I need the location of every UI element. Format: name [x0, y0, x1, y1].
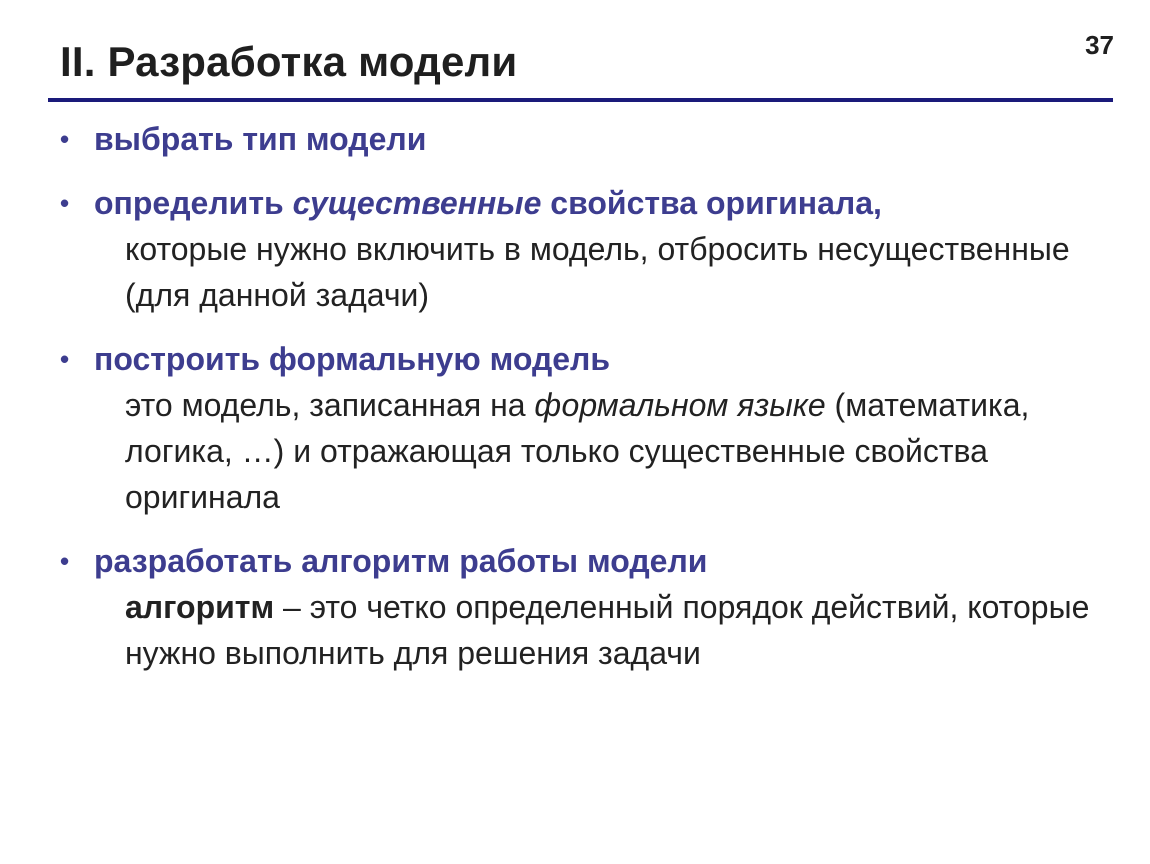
slide-title: II. Разработка модели: [60, 38, 518, 85]
title-divider: [48, 98, 1113, 102]
bullet-heading-row: [60, 116, 1110, 162]
bullet-description: [125, 584, 1110, 676]
description-italic-term: формальном языке: [534, 387, 826, 423]
bullet-list: [60, 116, 1110, 694]
bullet-heading: разработать алгоритм работы модели: [94, 543, 708, 579]
page-number: 37: [1085, 30, 1114, 60]
bullet-heading: [94, 180, 882, 226]
bullet-heading-row: [60, 336, 1110, 382]
description-bold-term: алгоритм: [125, 589, 275, 625]
bullet-description: [125, 382, 1110, 520]
bullet-item-develop-algorithm: [60, 538, 1110, 676]
bullet-heading-row: [60, 538, 1110, 584]
bullet-marker: •: [60, 546, 70, 576]
bullet-marker: •: [60, 188, 70, 218]
bullet-item-choose-model-type: [60, 116, 1110, 162]
description-part: (математика, логика, …) и отражающая только существенные свойства оригинала: [125, 387, 1030, 515]
heading-part: свойства оригинала,: [541, 185, 882, 221]
bullet-heading: выбрать тип модели: [94, 121, 427, 157]
bullet-item-define-properties: [60, 180, 1110, 318]
heading-italic-term: существенные: [292, 185, 542, 221]
bullet-heading-row: [60, 180, 1110, 226]
heading-part: определить: [94, 185, 293, 221]
bullet-marker: •: [60, 124, 70, 154]
description-part: это модель, записанная на: [125, 387, 535, 423]
description-part: – это четко определенный порядок действий, которые нужно выполнить для решения задачи: [125, 589, 1090, 671]
bullet-heading: построить формальную модель: [94, 341, 611, 377]
bullet-item-build-formal-model: [60, 336, 1110, 520]
bullet-marker: •: [60, 344, 70, 374]
bullet-description: которые нужно включить в модель, отбросить несущественные (для данной задачи): [125, 231, 1070, 313]
